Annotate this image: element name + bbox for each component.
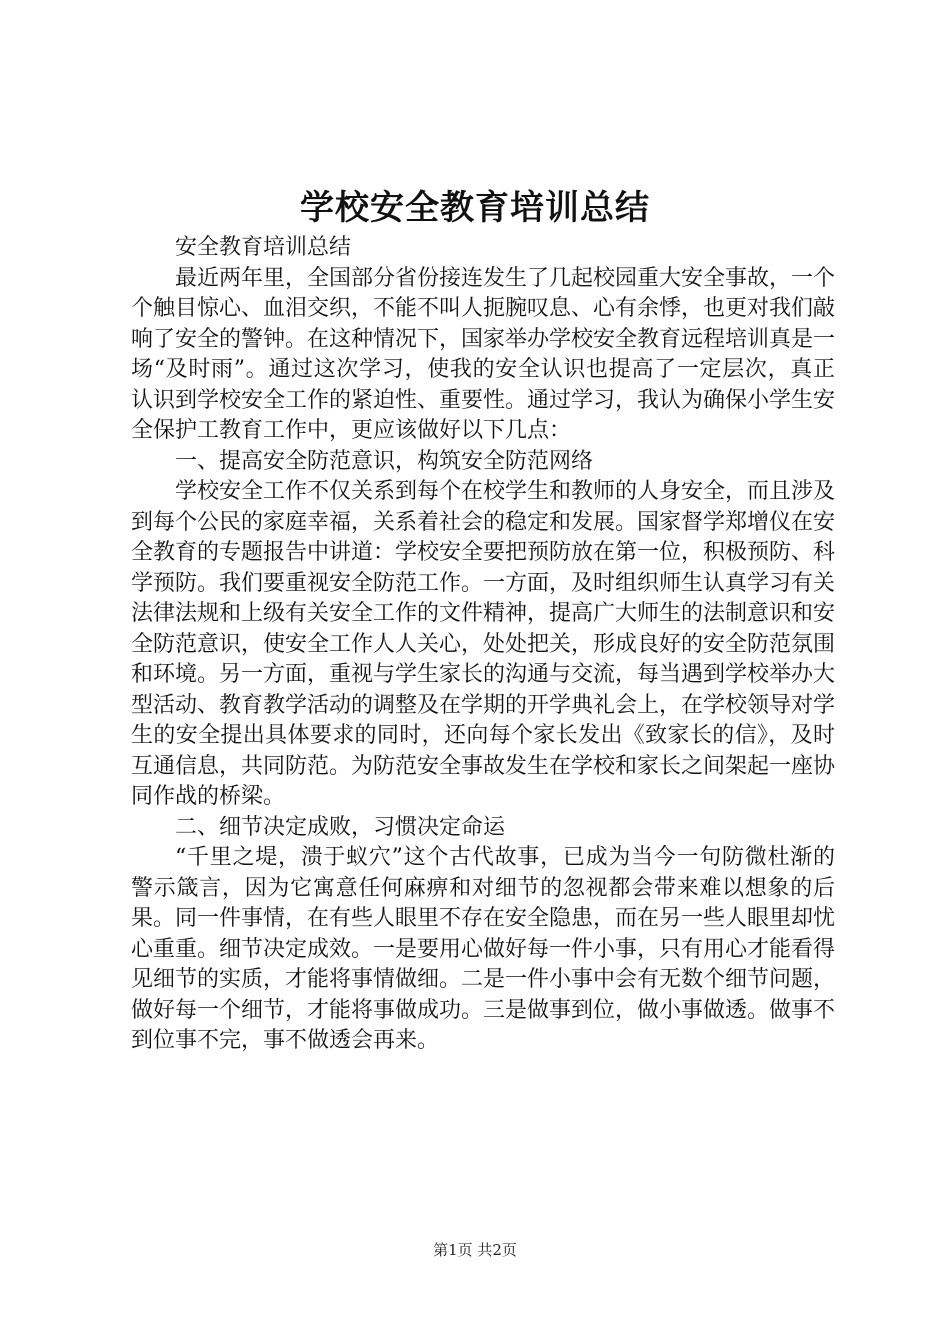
document-title: 学校安全教育培训总结 [300,188,650,228]
paragraph-subtitle: 安全教育培训总结 [175,235,352,260]
paragraph-section-1: 学校安全工作不仅关系到每个在校学生和教师的人身安全，而且涉及到每个公民的家庭幸福，关系着社会的稳定和发展。国家督学郑增仪在安全教育的专题报告中讲道：学校安全要把预防放在第一位，积极预防、科学预防。我们要重视安全防范工作。一方面，及时组织师生认真学习有关法律法规和上级有关安全工作的文件精神，提高广大师生的法制意识和安全防范意识，使安全工作人人关心，处处把关，形成良好的安全防范氛围和环境。另一方面，重视与学生家长的沟通与交流，每当遇到学校举办大型活动、教育教学活动的调整及在学期的开学典礼会上，在学校领导对学生的安全提出具体要求的同时，还向每个家长发出《致家长的信》，及时互通信息，共同防范。为防范安全事故发生在学校和家长之间架起一座协同作战的桥梁。 [131,479,836,809]
paragraph-intro: 最近两年里，全国部分省份接连发生了几起校园重大安全事故，一个个触目惊心、血泪交织，不能不叫人扼腕叹息、心有余悸，也更对我们敲响了安全的警钟。在这种情况下，国家举办学校安全教育远程培训真是一场“及时雨”。通过这次学习，使我的安全认识也提高了一定层次，真正认识到学校安全工作的紧迫性、重要性。通过学习，我认为确保小学生安全保护工教育工作中，更应该做好以下几点： [131,265,836,443]
page-number-footer: 第1页 共2页 [433,1241,517,1259]
section-heading-1: 一、提高安全防范意识，构筑安全防范网络 [175,448,594,474]
section-heading-2: 二、细节决定成败，习惯决定命运 [175,814,506,840]
paragraph-section-2: “千里之堤，溃于蚁穴”这个古代故事，已成为当今一句防微杜渐的警示箴言，因为它寓意任何麻痹和对细节的忽视都会带来难以想象的后果。同一件事情，在有些人眼里不存在安全隐患，而在另一些人眼里却忧心重重。细节决定成效。一是要用心做好每一件小事，只有用心才能看得见细节的实质，才能将事情做细。二是一件小事中会有无数个细节问题，做好每一个细节，才能将事做成功。三是做事到位，做小事做透。做事不到位事不完，事不做透会再来。 [131,845,836,1053]
document-body [131,233,835,1057]
